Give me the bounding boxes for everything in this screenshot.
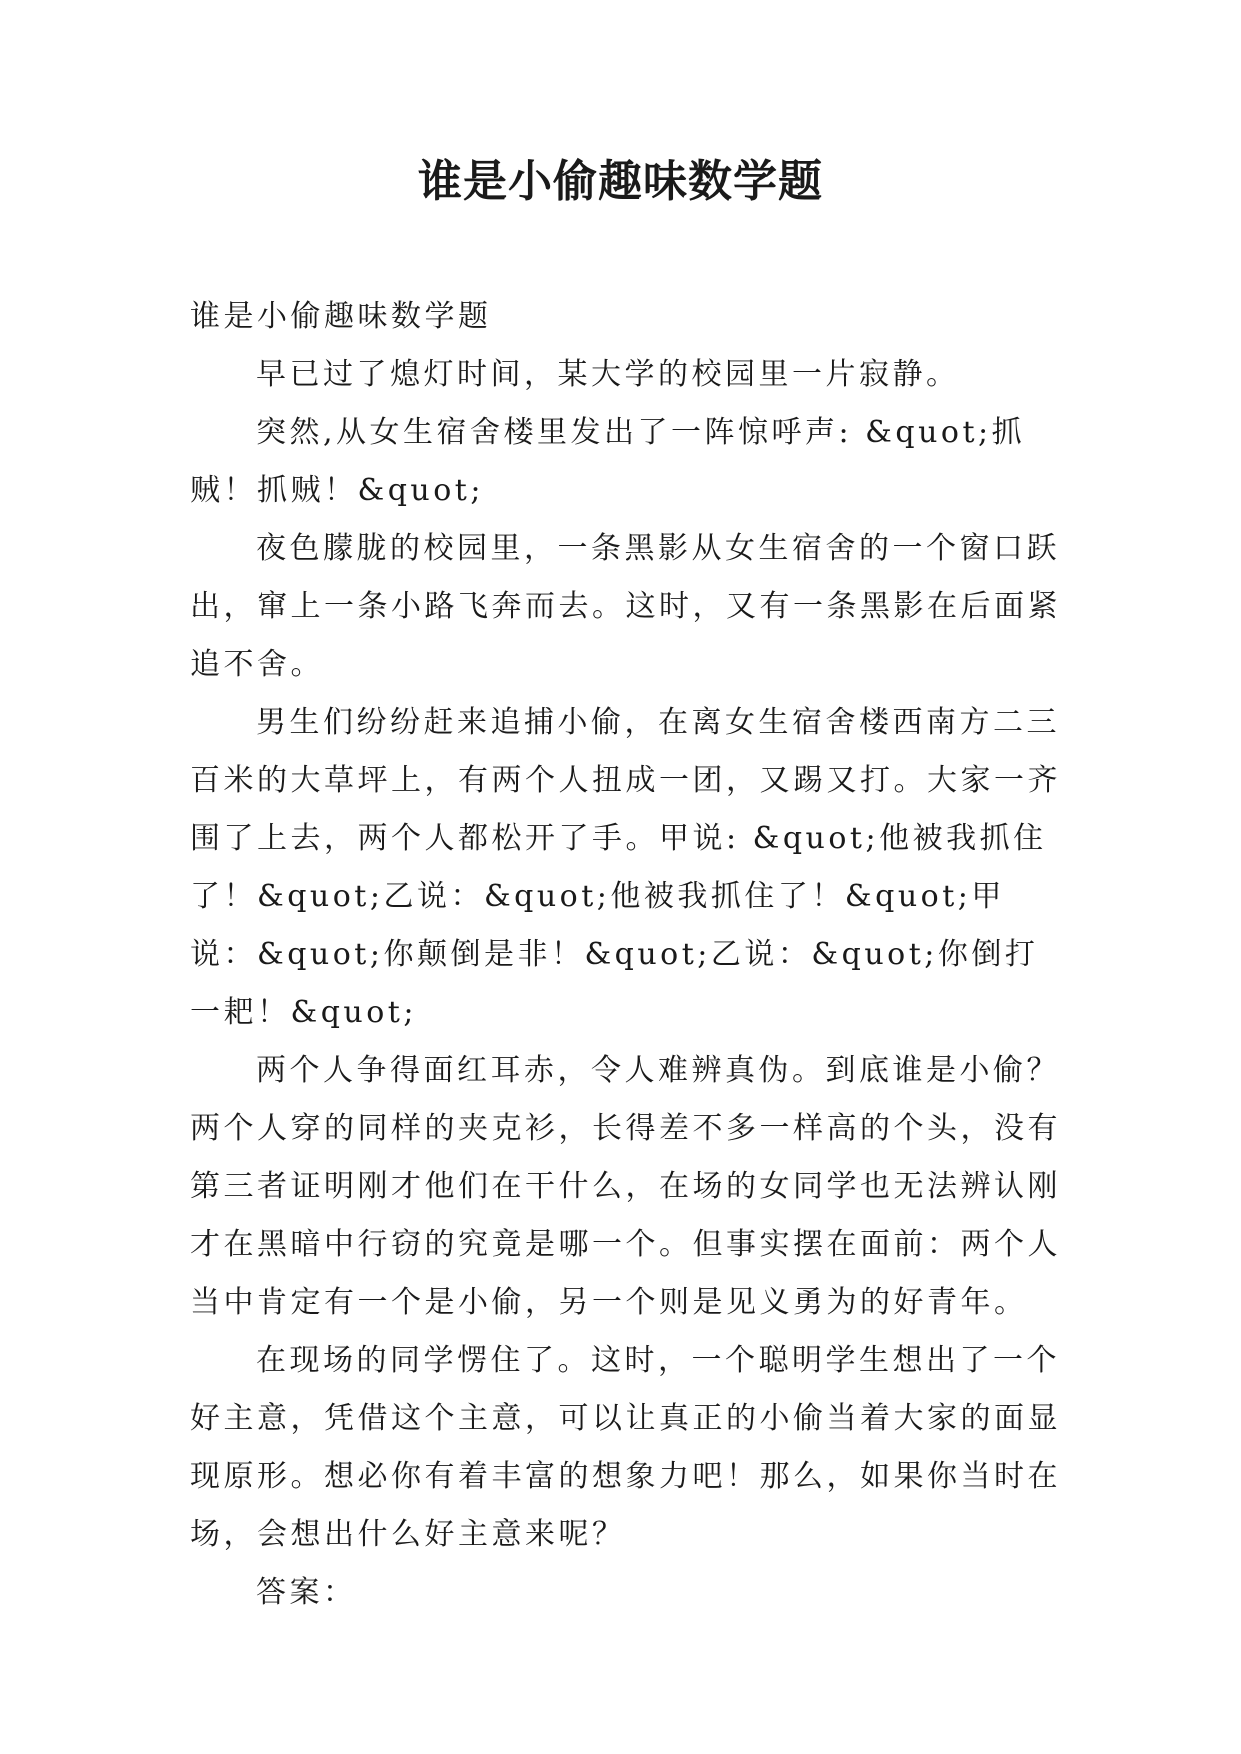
- paragraph: 两个人争得面红耳赤，令人难辨真伪。到底谁是小偷？两个人穿的同样的夹克衫，长得差不多一样高的个头，没有第三者证明刚才他们在干什么，在场的女同学也无法辨认刚才在黑暗中行窃的究竟是哪一个。但事实摆在面前：两个人当中肯定有一个是小偷，另一个则是见义勇为的好青年。: [190, 1053, 1061, 1320]
- document-title: 谁是小偷趣味数学题: [418, 156, 823, 207]
- paragraph: 突然,从女生宿舍楼里发出了一阵惊呼声: &quot;抓贼！抓贼！&quot;: [190, 415, 1026, 508]
- answer-label: 答案：: [256, 1575, 357, 1610]
- paragraph: 夜色朦胧的校园里，一条黑影从女生宿舍的一个窗口跃出，窜上一条小路飞奔而去。这时，又有一条黑影在后面紧追不舍。: [190, 531, 1061, 682]
- paragraph: 男生们纷纷赶来追捕小偷，在离女生宿舍楼西南方二三百米的大草坪上，有两个人扭成一团，又踢又打。大家一齐围了上去，两个人都松开了手。甲说: &quot;他被我抓住了！&quot;乙说：&quot;他被我抓住了！&quot;甲说：&quot;你颠倒是非！&quot;乙说：&quot;你倒打一耙！&quot;: [190, 705, 1061, 1030]
- paragraph: 早已过了熄灯时间，某大学的校园里一片寂静。: [256, 357, 960, 392]
- document-body: [190, 288, 1066, 1622]
- paragraph: 在现场的同学愣住了。这时，一个聪明学生想出了一个好主意，凭借这个主意，可以让真正的小偷当着大家的面显现原形。想必你有着丰富的想象力吧！那么，如果你当时在场，会想出什么好主意来呢？: [190, 1343, 1061, 1552]
- paragraph-heading: 谁是小偷趣味数学题: [190, 299, 492, 334]
